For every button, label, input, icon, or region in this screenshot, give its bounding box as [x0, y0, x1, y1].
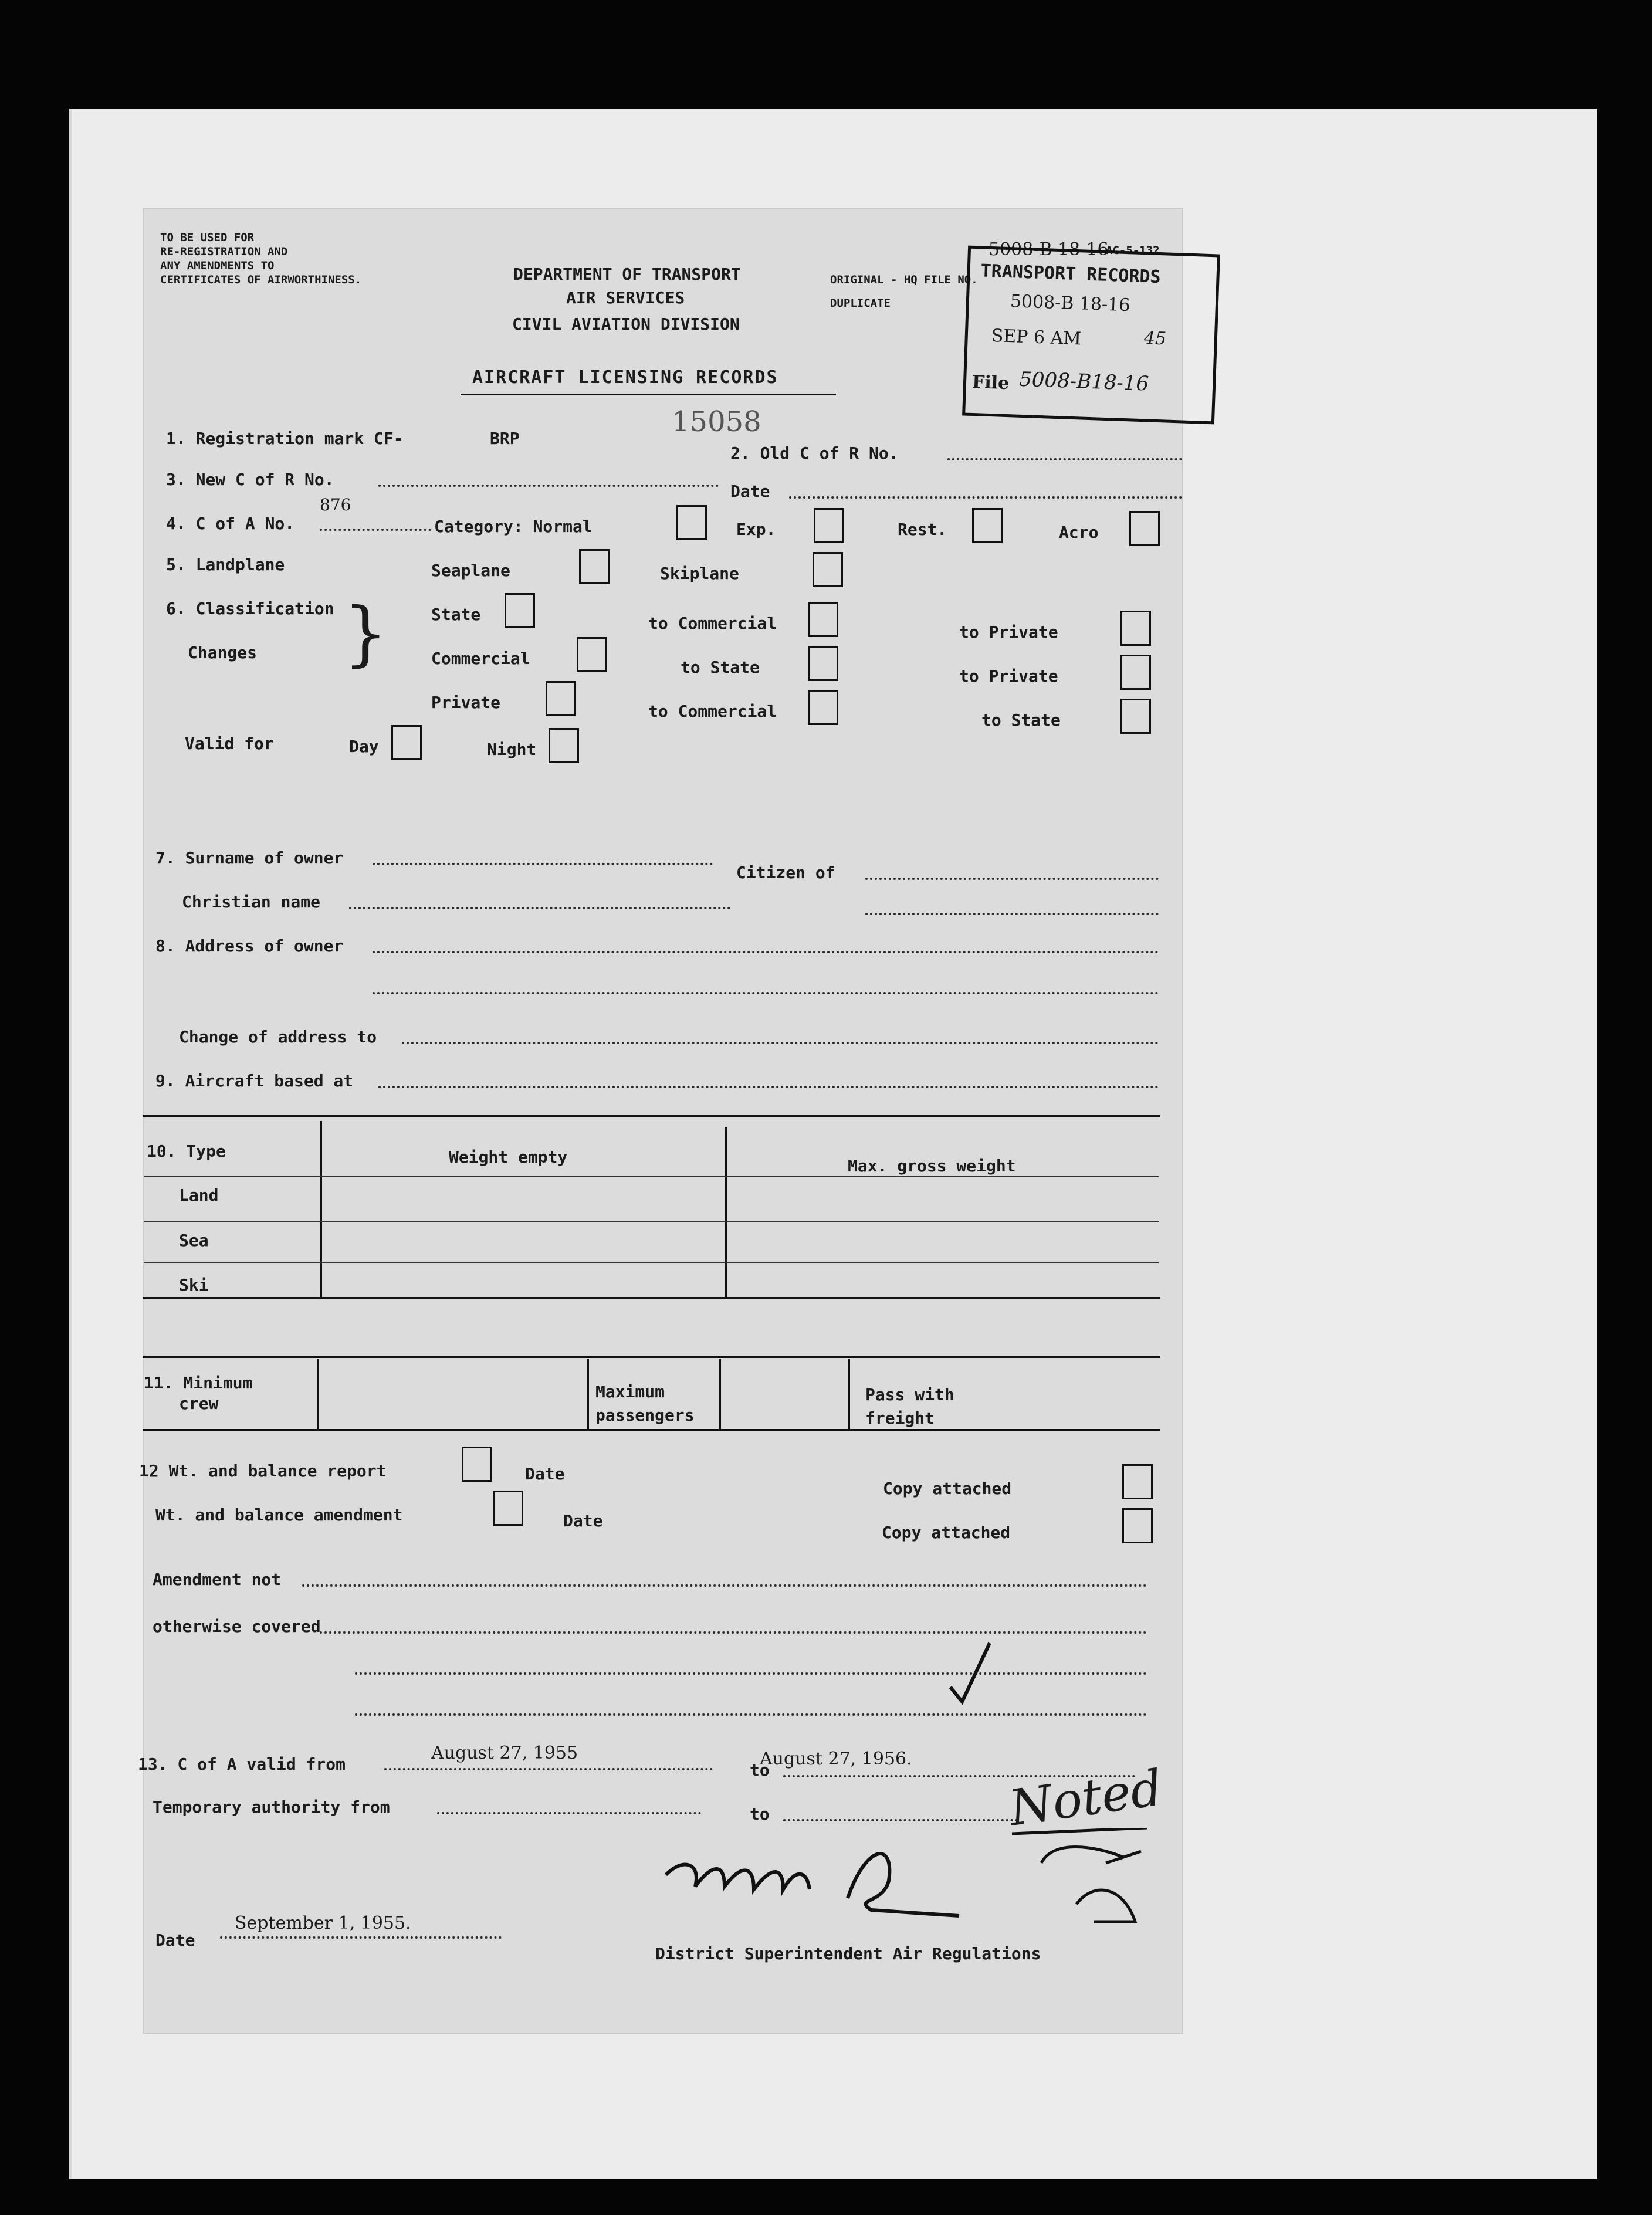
title-underline	[461, 394, 836, 395]
row-land: Land	[179, 1186, 219, 1205]
balance-amendment-checkbox[interactable]	[493, 1491, 523, 1526]
division-heading: CIVIL AVIATION DIVISION	[512, 314, 740, 334]
stamp-file-handwritten: 5008-B18-16	[1018, 367, 1149, 396]
weight-empty-header: Weight empty	[449, 1147, 568, 1167]
stamp-file-label: File	[971, 371, 1010, 394]
change-address-field[interactable]	[402, 1042, 1159, 1044]
private-to-state-checkbox[interactable]	[1120, 699, 1151, 734]
otherwise-covered-label: otherwise covered	[153, 1617, 321, 1636]
based-at-label: 9. Aircraft based at	[155, 1071, 354, 1090]
rest-label: Rest.	[898, 520, 947, 539]
amendment-field-1[interactable]	[302, 1584, 1147, 1587]
original-label: ORIGINAL - HQ FILE NO.	[830, 273, 978, 286]
commercial-to-state-checkbox[interactable]	[808, 646, 838, 681]
copy-attached-checkbox-2[interactable]	[1122, 1508, 1153, 1543]
department-heading: DEPARTMENT OF TRANSPORT	[513, 265, 741, 284]
citizen-field[interactable]	[865, 878, 1159, 880]
day-checkbox[interactable]	[391, 725, 422, 760]
date-label-row3: Date	[730, 482, 770, 501]
category-normal-label: Category: Normal	[434, 517, 593, 536]
based-at-field[interactable]	[378, 1086, 1159, 1088]
amendment-field-2[interactable]	[320, 1631, 1147, 1634]
services-heading: AIR SERVICES	[566, 288, 685, 307]
footer-date-label: Date	[155, 1930, 195, 1950]
serial-number: 15058	[672, 405, 761, 438]
day-label: Day	[349, 737, 379, 756]
private-label: Private	[431, 693, 501, 712]
notice-line-2: RE-REGISTRATION AND	[160, 245, 288, 258]
exp-label: Exp.	[736, 520, 776, 539]
weight-table-divider-2	[725, 1127, 727, 1297]
old-cr-field[interactable]	[947, 458, 1182, 460]
classification-label: 6. Classification	[166, 599, 334, 618]
row-sea: Sea	[179, 1231, 209, 1250]
weight-row-line-3	[144, 1262, 1159, 1263]
noted-handwriting: Noted	[1006, 1759, 1166, 1837]
changes-label: Changes	[188, 643, 258, 662]
freight-label-1: Pass with	[865, 1385, 954, 1404]
crew-divider-3	[719, 1359, 721, 1429]
balance-report-date-label: Date	[525, 1464, 565, 1484]
landplane-label: 5. Landplane	[166, 555, 285, 574]
crew-divider-4	[848, 1359, 850, 1429]
min-crew-label-2: crew	[179, 1394, 219, 1413]
commercial-to-private-checkbox[interactable]	[1120, 655, 1151, 690]
footer-date-value: September 1, 1955.	[235, 1913, 411, 1933]
freight-label-2: freight	[865, 1408, 935, 1428]
crew-table-top	[143, 1356, 1160, 1358]
balance-report-checkbox[interactable]	[462, 1447, 492, 1482]
temp-authority-label: Temporary authority from	[153, 1797, 390, 1817]
signature-icon	[660, 1840, 965, 1922]
acro-checkbox[interactable]	[1129, 511, 1160, 546]
night-checkbox[interactable]	[549, 728, 579, 763]
file-number-top: 5008-B 18-16	[989, 239, 1109, 260]
weight-row-line-2	[144, 1221, 1159, 1222]
min-crew-label-1: 11. Minimum	[144, 1373, 253, 1393]
skiplane-label: Skiplane	[660, 564, 739, 583]
row3-date-field[interactable]	[789, 496, 1182, 499]
signer-title: District Superintendent Air Regulations	[655, 1944, 1041, 1963]
cofa-to-label: to	[750, 1760, 770, 1780]
state-to-commercial-label: to Commercial	[648, 614, 777, 633]
temp-to-label: to	[750, 1804, 770, 1824]
licensing-form	[138, 208, 1183, 2034]
crew-table-bottom	[143, 1429, 1160, 1431]
registration-label: 1. Registration mark CF-	[166, 429, 404, 448]
max-gross-header: Max. gross weight	[848, 1156, 1016, 1176]
notice-line-1: TO BE USED FOR	[160, 231, 255, 244]
cofa-number-field[interactable]	[320, 529, 431, 531]
valid-for-label: Valid for	[185, 734, 274, 753]
document-sheet	[69, 109, 1597, 2179]
footer-date-field[interactable]	[220, 1936, 502, 1939]
copy-attached-label-1: Copy attached	[883, 1479, 1012, 1498]
duplicate-label: DUPLICATE	[830, 297, 891, 310]
state-to-private-label: to Private	[959, 622, 1058, 642]
temp-from-field[interactable]	[437, 1812, 701, 1814]
christian-name-label: Christian name	[182, 892, 321, 912]
rest-checkbox[interactable]	[972, 508, 1003, 543]
state-to-private-checkbox[interactable]	[1120, 611, 1151, 646]
change-address-label: Change of address to	[179, 1027, 377, 1046]
seaplane-label: Seaplane	[431, 561, 510, 580]
normal-checkbox[interactable]	[676, 505, 707, 540]
registration-value: BRP	[490, 429, 520, 448]
balance-amendment-label: Wt. and balance amendment	[155, 1505, 403, 1525]
classification-brace: }	[343, 593, 388, 675]
cofa-valid-label: 13. C of A valid from	[138, 1755, 346, 1774]
records-stamp	[962, 246, 1220, 425]
cofa-number-label: 4. C of A No.	[166, 514, 295, 533]
state-to-commercial-checkbox[interactable]	[808, 602, 838, 637]
christian-name-field[interactable]	[349, 907, 730, 909]
check-mark-icon	[947, 1640, 994, 1705]
amendment-field-4[interactable]	[355, 1713, 1147, 1716]
stamp-title: TRANSPORT RECORDS	[980, 260, 1162, 288]
commercial-label: Commercial	[431, 649, 530, 668]
acro-label: Acro	[1059, 523, 1099, 542]
private-to-state-label: to State	[981, 710, 1061, 730]
temp-to-field[interactable]	[783, 1819, 1018, 1821]
weight-row-line-1	[144, 1176, 1159, 1177]
balance-report-label: 12 Wt. and balance report	[139, 1461, 387, 1481]
new-cr-label: 3. New C of R No.	[166, 470, 334, 489]
private-to-commercial-label: to Commercial	[648, 702, 777, 721]
balance-amendment-date-label: Date	[563, 1511, 603, 1530]
night-label: Night	[487, 740, 537, 759]
notice-line-4: CERTIFICATES OF AIRWORTHINESS.	[160, 273, 362, 286]
crew-divider-2	[587, 1359, 589, 1429]
private-checkbox[interactable]	[546, 681, 576, 716]
weight-table-divider-1	[320, 1121, 322, 1297]
exp-checkbox[interactable]	[814, 508, 844, 543]
skiplane-checkbox[interactable]	[813, 552, 843, 587]
cofa-valid-from: August 27, 1955	[431, 1743, 578, 1763]
row-ski: Ski	[179, 1275, 209, 1295]
address-field-2[interactable]	[373, 992, 1159, 994]
citizen-field-2[interactable]	[865, 913, 1159, 915]
commercial-to-state-label: to State	[681, 658, 760, 677]
private-to-commercial-checkbox[interactable]	[808, 690, 838, 725]
crew-divider-1	[317, 1359, 319, 1429]
weight-table-top	[143, 1115, 1160, 1117]
stamp-file-number: 5008-B 18-16	[1010, 291, 1130, 316]
cofa-valid-to: August 27, 1956.	[760, 1749, 912, 1769]
state-checkbox[interactable]	[505, 593, 535, 628]
cofa-from-field[interactable]	[384, 1768, 713, 1770]
old-cr-label: 2. Old C of R No.	[730, 443, 899, 463]
new-cr-field[interactable]	[378, 485, 719, 487]
copy-attached-label-2: Copy attached	[882, 1523, 1011, 1542]
max-pass-label-2: passengers	[595, 1405, 695, 1425]
amendment-not-label: Amendment not	[153, 1570, 282, 1589]
stamp-time-handwritten: 45	[1143, 328, 1167, 350]
cofa-number-value: 876	[320, 495, 351, 514]
form-code: AC-5-132	[1106, 244, 1160, 257]
type-label: 10. Type	[147, 1142, 226, 1161]
address-label: 8. Address of owner	[155, 936, 344, 956]
page-title: AIRCRAFT LICENSING RECORDS	[472, 367, 778, 388]
state-label: State	[431, 605, 481, 624]
address-field-1[interactable]	[373, 951, 1159, 953]
amendment-field-3[interactable]	[355, 1672, 1147, 1675]
surname-label: 7. Surname of owner	[155, 848, 344, 868]
notice-line-3: ANY AMENDMENTS TO	[160, 259, 275, 272]
stamp-date: SEP 6 AM	[991, 326, 1082, 350]
commercial-checkbox[interactable]	[577, 637, 607, 672]
surname-field[interactable]	[373, 863, 713, 865]
citizen-label: Citizen of	[736, 863, 835, 882]
copy-attached-checkbox-1[interactable]	[1122, 1464, 1153, 1499]
weight-table-bottom	[143, 1297, 1160, 1299]
commercial-to-private-label: to Private	[959, 666, 1058, 686]
initials-handwriting-icon	[1006, 1828, 1159, 1933]
seaplane-checkbox[interactable]	[579, 549, 610, 584]
max-pass-label-1: Maximum	[595, 1382, 665, 1401]
